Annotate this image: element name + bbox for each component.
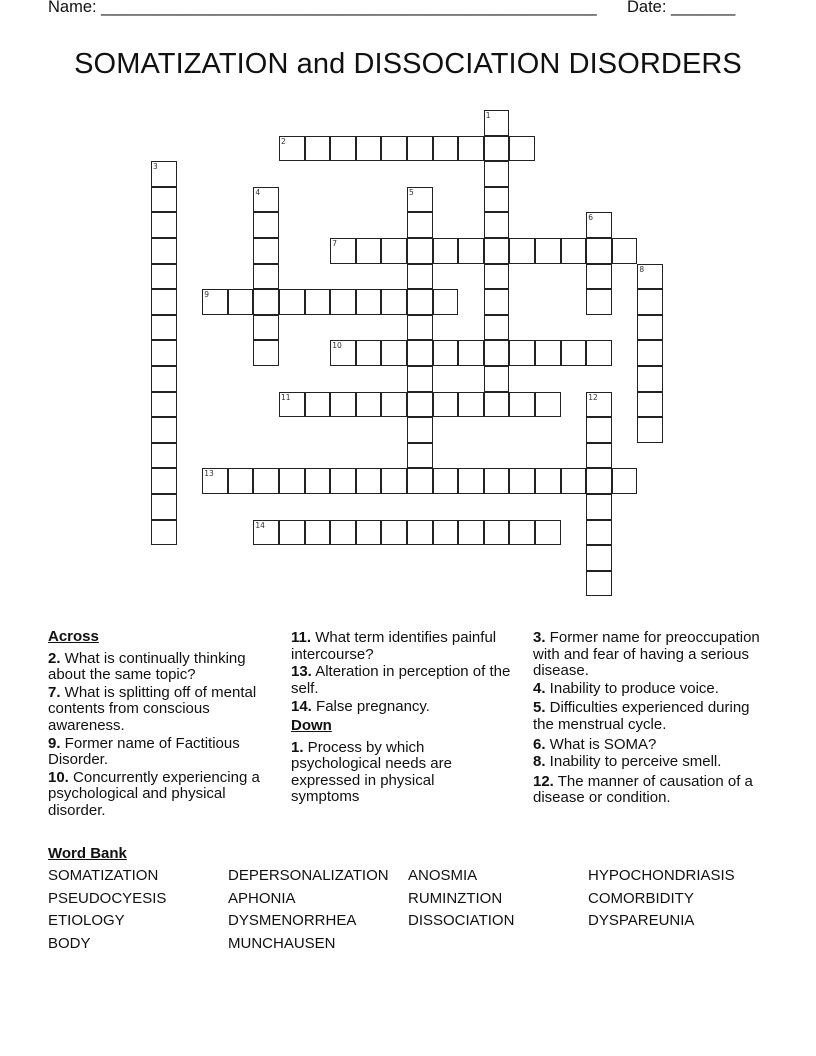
clue-number-label: 12 [588,392,598,402]
crossword-cell[interactable] [433,520,459,546]
crossword-cell[interactable] [458,238,484,264]
crossword-cell[interactable] [330,468,356,494]
clue-down-4 [533,681,768,698]
across-heading: Across [48,628,99,645]
crossword-cell[interactable] [253,264,279,290]
crossword-cell[interactable] [228,289,254,315]
crossword-cell[interactable] [381,392,407,418]
crossword-cell[interactable] [151,289,177,315]
crossword-cell[interactable] [151,468,177,494]
clue-number: 13. [291,663,312,681]
clue-text: What is continually thinking about the same topic? [48,649,246,684]
crossword-cell[interactable] [458,340,484,366]
crossword-cell[interactable] [151,340,177,366]
crossword-cell[interactable] [484,392,510,418]
crossword-cell[interactable] [407,520,433,546]
crossword-cell[interactable] [586,392,612,418]
crossword-cell[interactable] [637,366,663,392]
crossword-cell[interactable] [433,289,459,315]
crossword-cell[interactable] [151,187,177,213]
clue-number: 9. [48,734,61,752]
crossword-cell[interactable] [484,289,510,315]
clues-column-3 [533,630,768,808]
crossword-cell[interactable] [612,238,638,264]
clue-down-6 [533,737,768,754]
word-bank-item: DYSPAREUNIA [588,912,695,930]
clue-text: What is splitting off of mental contents from conscious awareness. [48,683,257,734]
word-bank-title: Word Bank [48,845,127,862]
crossword-cell[interactable] [509,238,535,264]
crossword-cell[interactable] [586,238,612,264]
crossword-cell[interactable] [202,289,228,315]
crossword-cell[interactable] [535,392,561,418]
crossword-cell[interactable] [586,571,612,597]
crossword-cell[interactable] [407,264,433,290]
crossword-cell[interactable] [151,161,177,187]
clue-number-label: 9 [204,290,209,300]
clue-number-label: 14 [255,520,265,530]
crossword-cell[interactable] [484,187,510,213]
clues-column-2 [291,630,521,807]
word-bank-item: ANOSMIA [408,867,478,884]
clue-number-label: 11 [281,392,291,402]
clue-number: 7. [48,683,61,701]
crossword-cell[interactable] [202,468,228,494]
crossword-cell[interactable] [586,443,612,469]
crossword-cell[interactable] [637,417,663,443]
crossword-cell[interactable] [484,468,510,494]
crossword-cell[interactable] [458,520,484,546]
crossword-cell[interactable] [586,212,612,238]
clue-number-label: 1 [485,111,491,120]
crossword-cell[interactable] [586,340,612,366]
crossword-cell[interactable] [407,443,433,469]
crossword-cell[interactable] [279,136,305,162]
crossword-cell[interactable] [330,289,356,315]
crossword-cell[interactable] [356,238,382,264]
clue-number: 6. [533,735,546,753]
crossword-cell[interactable] [433,468,459,494]
crossword-cell[interactable] [330,392,356,418]
clue-number-label: 10 [332,341,342,351]
crossword-cell[interactable] [381,520,407,546]
page-title: SOMATIZATION and DISSOCIATION DISORDERS [74,48,742,80]
crossword-cell[interactable] [279,392,305,418]
crossword-cell[interactable] [586,468,612,494]
date-field[interactable]: Date: _______ [627,0,736,16]
crossword-cell[interactable] [305,468,331,494]
crossword-cell[interactable] [253,212,279,238]
clue-down-3 [533,630,768,680]
word-bank-item: RUMINZTION [408,889,503,907]
word-bank-item: PSEUDOCYESIS [48,889,167,907]
crossword-cell[interactable] [637,264,663,290]
clue-across-11 [291,630,521,663]
clue-text: Concurrently experiencing a psychological and physical disorder. [48,768,260,819]
crossword-cell[interactable] [305,136,331,162]
crossword-cell[interactable] [381,136,407,162]
crossword-cell[interactable] [484,315,510,341]
clue-number-label: 6 [588,213,593,223]
crossword-cell[interactable] [407,417,433,443]
clue-number-label: 4 [255,187,261,197]
word-bank-item: HYPOCHONDRIASIS [588,867,735,884]
crossword-cell[interactable] [151,520,177,546]
crossword-cell[interactable] [407,315,433,341]
crossword-cell[interactable] [253,520,279,546]
clue-number-label: 3 [153,162,158,172]
crossword-cell[interactable] [535,340,561,366]
crossword-cell[interactable] [356,468,382,494]
crossword-cell[interactable] [612,468,638,494]
clue-across-7 [48,685,284,735]
crossword-cell[interactable] [433,340,459,366]
clue-down-12 [533,774,768,807]
clue-text: What is SOMA? [545,735,657,753]
crossword-cell[interactable] [253,340,279,366]
crossword-cell[interactable] [484,264,510,290]
crossword-cell[interactable] [407,187,433,213]
clue-number: 4. [533,679,546,697]
crossword-cell[interactable] [535,238,561,264]
clue-number: 14. [291,698,312,716]
crossword-cell[interactable] [586,520,612,546]
word-bank-item: ETIOLOGY [48,912,125,930]
crossword-cell[interactable] [509,520,535,546]
crossword-cell[interactable] [356,340,382,366]
crossword-cell[interactable] [253,187,279,213]
crossword-cell[interactable] [151,264,177,290]
crossword-cell[interactable] [586,545,612,571]
crossword-cell[interactable] [253,468,279,494]
crossword-cell[interactable] [253,315,279,341]
crossword-cell[interactable] [407,340,433,366]
crossword-cell[interactable] [484,212,510,238]
word-bank-item: MUNCHAUSEN [228,935,336,953]
clue-number-label: 7 [332,239,337,248]
crossword-cell[interactable] [330,340,356,366]
clue-number-label: 8 [639,264,645,274]
clue-down-5 [533,700,768,733]
crossword-cell[interactable] [381,340,407,366]
clue-text: Inability to produce voice. [545,679,719,697]
crossword-cell[interactable] [586,417,612,443]
clue-number-label: 13 [204,469,214,479]
word-bank-item: APHONIA [228,889,296,907]
word-bank-item: COMORBIDITY [588,889,694,907]
crossword-cell[interactable] [433,392,459,418]
word-bank-item: DYSMENORRHEA [228,912,357,930]
crossword-cell[interactable] [637,289,663,315]
crossword-cell[interactable] [151,494,177,520]
crossword-cell[interactable] [637,340,663,366]
clue-text: The manner of causation of a disease or condition. [533,772,753,807]
crossword-cell[interactable] [484,110,510,136]
crossword-cell[interactable] [151,315,177,341]
clue-number: 5. [533,699,546,717]
crossword-cell[interactable] [151,366,177,392]
crossword-grid [151,110,671,600]
clues-column-1 [48,629,284,821]
clue-number: 8. [533,753,546,771]
clue-text: Former name of Factitious Disorder. [48,734,240,769]
crossword-cell[interactable] [151,238,177,264]
crossword-cell[interactable] [407,238,433,264]
crossword-cell[interactable] [151,392,177,418]
clue-across-10 [48,770,284,820]
clue-number: 2. [48,649,61,667]
crossword-cell[interactable] [356,136,382,162]
crossword-cell[interactable] [561,238,587,264]
crossword-cell[interactable] [484,520,510,546]
crossword-cell[interactable] [458,392,484,418]
crossword-cell[interactable] [433,238,459,264]
crossword-cell[interactable] [458,136,484,162]
clue-across-13 [291,664,521,697]
clue-text: Former name for preoccupation with and fear of having a serious disease. [533,629,760,680]
crossword-cell[interactable] [305,289,331,315]
crossword-cell[interactable] [330,520,356,546]
clue-number: 10. [48,768,69,786]
crossword-cell[interactable] [433,136,459,162]
word-bank-item: SOMATIZATION [48,867,159,884]
crossword-cell[interactable] [407,136,433,162]
clue-text: What term identifies painful intercourse? [291,629,497,663]
crossword-cell[interactable] [253,238,279,264]
crossword-cell[interactable] [356,392,382,418]
clue-number-label: 2 [281,136,286,146]
down-heading: Down [291,716,332,734]
crossword-cell[interactable] [330,238,356,264]
crossword-cell[interactable] [637,392,663,418]
clue-text: Process by which psychological needs are expressed in physical symptoms [291,738,452,806]
clue-number: 3. [533,629,546,646]
crossword-cell[interactable] [279,289,305,315]
clue-text: Difficulties experienced during the menstrual cycle. [533,699,750,733]
crossword-cell[interactable] [484,366,510,392]
crossword-cell[interactable] [253,289,279,315]
crossword-cell[interactable] [484,136,510,162]
crossword-cell[interactable] [484,161,510,187]
clue-text: False pregnancy. [311,698,430,716]
crossword-cell[interactable] [407,366,433,392]
crossword-cell[interactable] [407,212,433,238]
clue-down-1 [291,740,481,806]
crossword-cell[interactable] [484,340,510,366]
crossword-cell[interactable] [151,212,177,238]
crossword-cell[interactable] [458,468,484,494]
crossword-cell[interactable] [151,417,177,443]
word-bank-item: BODY [48,935,91,953]
crossword-cell[interactable] [484,238,510,264]
crossword-cell[interactable] [305,392,331,418]
clue-across-9 [48,736,284,769]
crossword-cell[interactable] [279,520,305,546]
crossword-cell[interactable] [509,136,535,162]
crossword-cell[interactable] [586,494,612,520]
crossword-cell[interactable] [151,443,177,469]
clue-text: Alteration in perception of the self. [291,663,511,697]
crossword-cell[interactable] [356,289,382,315]
clue-text: Inability to perceive smell. [545,753,722,771]
word-bank-item: DISSOCIATION [408,912,515,930]
name-field[interactable]: Name: ______________________________________________________ [48,0,597,16]
crossword-cell[interactable] [561,340,587,366]
crossword-cell[interactable] [305,520,331,546]
crossword-cell[interactable] [381,468,407,494]
crossword-cell[interactable] [586,264,612,290]
crossword-cell[interactable] [637,315,663,341]
crossword-cell[interactable] [561,468,587,494]
crossword-cell[interactable] [509,392,535,418]
clue-across-14 [291,699,521,716]
crossword-cell[interactable] [535,468,561,494]
clue-number: 11. [291,629,312,646]
clue-number: 12. [533,772,554,790]
crossword-cell[interactable] [381,238,407,264]
clue-down-8 [533,754,768,771]
crossword-cell[interactable] [228,468,254,494]
crossword-cell[interactable] [407,289,433,315]
crossword-cell[interactable] [407,468,433,494]
crossword-cell[interactable] [586,289,612,315]
crossword-cell[interactable] [509,340,535,366]
crossword-cell[interactable] [407,392,433,418]
crossword-cell[interactable] [381,289,407,315]
crossword-cell[interactable] [279,468,305,494]
crossword-cell[interactable] [535,520,561,546]
clue-number-label: 5 [409,187,414,197]
clue-across-2 [48,651,284,684]
clue-number: 1. [291,738,304,756]
crossword-cell[interactable] [509,468,535,494]
crossword-cell[interactable] [330,136,356,162]
crossword-cell[interactable] [356,520,382,546]
word-bank-item: DEPERSONALIZATION [228,867,389,884]
